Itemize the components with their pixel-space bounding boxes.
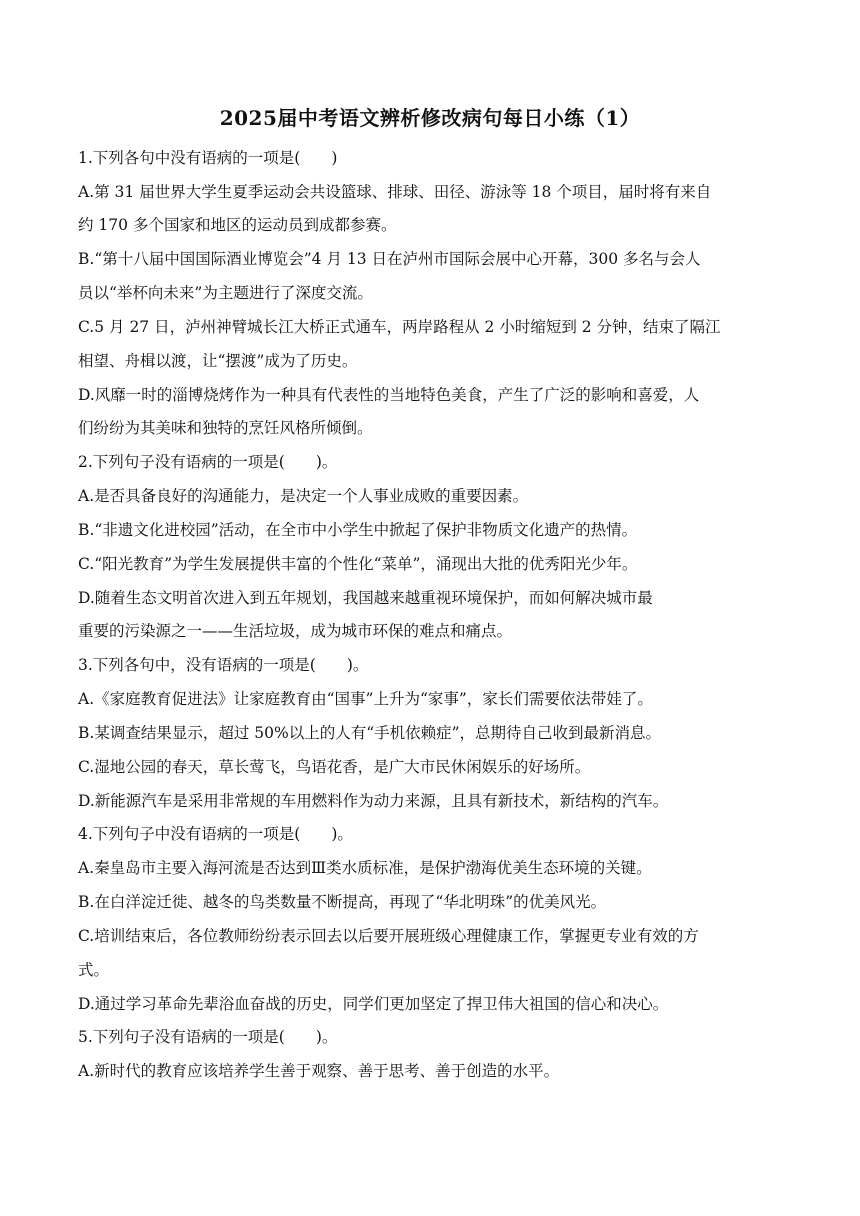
question-1-option-c: C.5 月 27 日，泸州神臂城长江大桥正式通车，两岸路程从 2 小时缩短到 2 分钟，结束了隔江 — [78, 318, 721, 336]
question-4-option-b: B.在白洋淀迁徙、越冬的鸟类数量不断提高，再现了“华北明珠”的优美风光。 — [78, 893, 607, 911]
question-2-stem: 2.下列句子没有语病的一项是( )。 — [78, 453, 338, 471]
question-1-stem: 1.下列各句中没有语病的一项是( ) — [78, 149, 338, 167]
question-4-option-c: C.培训结束后，各位教师纷纷表示回去以后要开展班级心理健康工作，掌握更专业有效的方 — [78, 927, 699, 945]
question-1-option-d: D.风靡一时的淄博烧烤作为一种具有代表性的当地特色美食，产生了广泛的影响和喜爱，人 — [78, 386, 700, 404]
question-4-stem: 4.下列句子中没有语病的一项是( )。 — [78, 825, 353, 843]
question-1-option-d-cont: 们纷纷为其美味和独特的烹饪风格所倾倒。 — [78, 419, 373, 437]
question-3-option-b: B.某调查结果显示，超过 50%以上的人有“手机依赖症”，总期待自己收到最新消息。 — [78, 724, 662, 742]
question-1-option-b-cont: 员以“举杯向未来”为主题进行了深度交流。 — [78, 284, 373, 302]
question-2-option-c: C.“阳光教育”为学生发展提供丰富的个性化“菜单”，涌现出大批的优秀阳光少年。 — [78, 555, 638, 573]
question-1-option-a-cont: 约 170 多个国家和地区的运动员到成都参赛。 — [78, 216, 397, 234]
question-3-option-a: A.《家庭教育促进法》让家庭教育由“国事”上升为“家事”，家长们需要依法带娃了。 — [78, 690, 653, 708]
question-3-option-d: D.新能源汽车是采用非常规的车用燃料作为动力来源，且具有新技术，新结构的汽车。 — [78, 792, 669, 810]
question-5-option-a: A.新时代的教育应该培养学生善于观察、善于思考、善于创造的水平。 — [78, 1062, 560, 1080]
question-4-option-c-cont: 式。 — [78, 961, 110, 979]
question-4-option-d: D.通过学习革命先辈浴血奋战的历史，同学们更加坚定了捍卫伟大祖国的信心和决心。 — [78, 995, 669, 1013]
question-4-option-a: A.秦皇岛市主要入海河流是否达到Ⅲ类水质标准，是保护渤海优美生态环境的关键。 — [78, 859, 652, 877]
page-title: 2025届中考语文辨析修改病句每日小练（1） — [219, 106, 641, 130]
question-1-option-a: A.第 31 届世界大学生夏季运动会共设篮球、排球、田径、游泳等 18 个项目，届时将有来自 — [78, 183, 712, 201]
question-5-stem: 5.下列句子没有语病的一项是( )。 — [78, 1028, 338, 1046]
question-2-option-d: D.随着生态文明首次进入到五年规划，我国越来越重视环境保护，而如何解决城市最 — [78, 589, 653, 607]
question-3-option-c: C.湿地公园的春天，草长莺飞，鸟语花香，是广大市民休闲娱乐的好场所。 — [78, 758, 591, 776]
question-3-stem: 3.下列各句中，没有语病的一项是( )。 — [78, 656, 369, 674]
question-1-option-c-cont: 相望、舟楫以渡，让“摆渡”成为了历史。 — [78, 352, 358, 370]
question-2-option-b: B.“非遗文化进校园”活动，在全市中小学生中掀起了保护非物质文化遗产的热情。 — [78, 521, 638, 539]
question-2-option-d-cont: 重要的污染源之一——生活垃圾，成为城市环保的难点和痛点。 — [78, 622, 513, 640]
question-1-option-b: B.“第十八届中国国际酒业博览会”4 月 13 日在泸州市国际会展中心开幕，300 多名与会人 — [78, 250, 701, 268]
question-2-option-a: A.是否具备良好的沟通能力，是决定一个人事业成败的重要因素。 — [78, 487, 529, 505]
